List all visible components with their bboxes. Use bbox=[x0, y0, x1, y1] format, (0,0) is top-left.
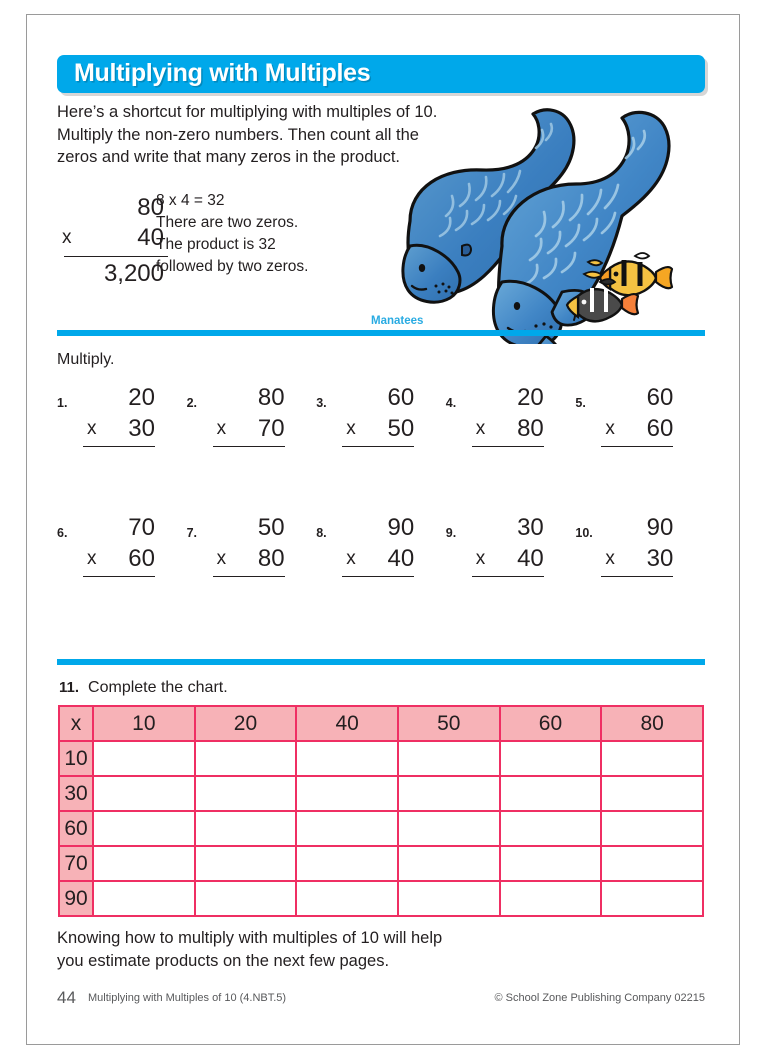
chart-row bbox=[59, 846, 703, 881]
example-product: 3,200 bbox=[103, 260, 164, 287]
chart-answer-cell[interactable] bbox=[500, 741, 602, 776]
chart-answer-cell[interactable] bbox=[93, 776, 195, 811]
problem-body bbox=[213, 512, 291, 577]
problem-answer-rule[interactable] bbox=[601, 446, 673, 447]
problem-number: 3. bbox=[316, 396, 327, 410]
chart-row bbox=[59, 881, 703, 916]
chart-answer-cell[interactable] bbox=[398, 776, 500, 811]
problem-bottom-row bbox=[601, 413, 679, 444]
problem-row-2 bbox=[57, 512, 705, 577]
chart-answer-cell[interactable] bbox=[601, 776, 703, 811]
chart-answer-cell[interactable] bbox=[93, 741, 195, 776]
problem-top-number: 60 bbox=[387, 384, 415, 411]
problem-top-number: 30 bbox=[517, 514, 544, 541]
problem-bottom-row bbox=[342, 543, 420, 574]
problem-bottom-row bbox=[213, 543, 291, 574]
intro-line-1: Here’s a shortcut for multiplying with multiples of 10. bbox=[57, 103, 438, 121]
chart-answer-cell[interactable] bbox=[601, 881, 703, 916]
problem-bottom-number: 30 bbox=[646, 545, 674, 572]
example-note-line-1: 8 x 4 = 32 bbox=[156, 192, 225, 209]
divider-rule-bottom bbox=[57, 659, 705, 665]
problem-number: 9. bbox=[445, 526, 457, 540]
problem-operator: x bbox=[216, 418, 227, 439]
problem-answer-rule[interactable] bbox=[342, 576, 414, 577]
chart-row-header: 70 bbox=[59, 846, 93, 881]
chart-answer-cell[interactable] bbox=[500, 776, 602, 811]
closing-text bbox=[57, 927, 527, 973]
example-rule bbox=[64, 256, 168, 257]
intro-line-3: zeros and write that many zeros in the product. bbox=[57, 148, 401, 166]
problem-answer-rule[interactable] bbox=[601, 576, 673, 577]
problem-operator: x bbox=[605, 418, 615, 439]
problem-5 bbox=[575, 382, 705, 447]
example-bottom-number: 40 bbox=[137, 224, 164, 251]
problem-body bbox=[342, 382, 420, 447]
footer-copyright: © School Zone Publishing Company 02215 bbox=[494, 992, 705, 1004]
chart-row-header: 30 bbox=[59, 776, 93, 811]
closing-line-2: you estimate products on the next few pages. bbox=[57, 952, 390, 970]
example-top-number: 80 bbox=[137, 194, 164, 221]
problem-number: 6. bbox=[57, 526, 68, 540]
problem-top-number: 20 bbox=[517, 384, 544, 411]
problem-6 bbox=[57, 512, 187, 577]
chart-answer-cell[interactable] bbox=[398, 741, 500, 776]
problem-answer-rule[interactable] bbox=[342, 446, 414, 447]
chart-answer-cell[interactable] bbox=[398, 881, 500, 916]
chart-answer-cell[interactable] bbox=[398, 811, 500, 846]
problem-number: 2. bbox=[186, 396, 198, 410]
problem-number: 7. bbox=[186, 526, 198, 540]
chart-answer-cell[interactable] bbox=[601, 741, 703, 776]
problem-operator: x bbox=[475, 418, 486, 439]
problem-operator: x bbox=[605, 548, 615, 569]
chart-row-header: 60 bbox=[59, 811, 93, 846]
problem-answer-rule[interactable] bbox=[83, 576, 155, 577]
chart-answer-cell[interactable] bbox=[500, 881, 602, 916]
problem-bottom-number: 80 bbox=[517, 415, 544, 442]
chart-row bbox=[59, 811, 703, 846]
problem-bottom-row bbox=[472, 543, 550, 574]
problem-8 bbox=[316, 512, 446, 577]
closing-line-1: Knowing how to multiply with multiples of 10 will help bbox=[57, 929, 443, 947]
chart-row-header: 90 bbox=[59, 881, 93, 916]
chart-answer-cell[interactable] bbox=[296, 741, 398, 776]
example-note-line-4: followed by two zeros. bbox=[156, 258, 309, 275]
problem-bottom-number: 40 bbox=[387, 545, 415, 572]
problem-answer-rule[interactable] bbox=[83, 446, 155, 447]
page-number: 44 bbox=[57, 988, 76, 1007]
problem-bottom-number: 70 bbox=[257, 415, 285, 442]
chart-column-header: 50 bbox=[398, 706, 500, 741]
problem-number: 10. bbox=[575, 526, 593, 540]
chart-answer-cell[interactable] bbox=[500, 811, 602, 846]
problem-answer-rule[interactable] bbox=[213, 576, 285, 577]
chart-row-header: 10 bbox=[59, 741, 93, 776]
problem-top-number: 90 bbox=[387, 514, 415, 541]
problem-row-1 bbox=[57, 382, 705, 447]
chart-answer-cell[interactable] bbox=[93, 846, 195, 881]
example-note-line-2: There are two zeros. bbox=[156, 214, 299, 231]
problem-4 bbox=[446, 382, 576, 447]
chart-answer-cell[interactable] bbox=[296, 776, 398, 811]
problem-bottom-number: 60 bbox=[128, 545, 155, 572]
problem-bottom-row bbox=[472, 413, 550, 444]
chart-instruction-text: Complete the chart. bbox=[88, 679, 228, 696]
manatees-illustration bbox=[350, 96, 710, 344]
chart-answer-cell[interactable] bbox=[296, 811, 398, 846]
example-explanation bbox=[156, 190, 366, 278]
chart-column-header: 10 bbox=[93, 706, 195, 741]
problem-10 bbox=[575, 512, 705, 577]
chart-answer-cell[interactable] bbox=[601, 811, 703, 846]
problem-answer-rule[interactable] bbox=[213, 446, 285, 447]
chart-row bbox=[59, 776, 703, 811]
problem-bottom-row bbox=[342, 413, 420, 444]
multiplication-chart bbox=[58, 705, 704, 917]
problem-3 bbox=[316, 382, 446, 447]
problem-2 bbox=[187, 382, 317, 447]
problem-body bbox=[83, 512, 161, 577]
problem-bottom-row bbox=[601, 543, 679, 574]
problem-1 bbox=[57, 382, 187, 447]
problem-top-number: 90 bbox=[646, 514, 674, 541]
footer-lesson-title: Multiplying with Multiples of 10 (4.NBT.5) bbox=[88, 992, 287, 1004]
problem-body bbox=[342, 512, 420, 577]
example-note-line-3: The product is 32 bbox=[156, 236, 276, 253]
problem-operator: x bbox=[87, 548, 97, 569]
example-operator: x bbox=[62, 227, 72, 248]
problem-body bbox=[213, 382, 291, 447]
chart-column-header: 80 bbox=[601, 706, 703, 741]
chart-answer-cell[interactable] bbox=[601, 846, 703, 881]
problem-top-number: 80 bbox=[257, 384, 285, 411]
problem-top-number: 70 bbox=[128, 514, 155, 541]
chart-answer-cell[interactable] bbox=[195, 776, 297, 811]
problem-9 bbox=[446, 512, 576, 577]
problem-operator: x bbox=[346, 548, 356, 569]
problem-top-number: 60 bbox=[646, 384, 674, 411]
problem-bottom-number: 80 bbox=[257, 545, 285, 572]
problem-operator: x bbox=[475, 548, 486, 569]
problem-body bbox=[472, 512, 550, 577]
chart-column-header: 20 bbox=[195, 706, 297, 741]
chart-table bbox=[58, 705, 704, 917]
problem-answer-rule[interactable] bbox=[472, 576, 544, 577]
fish-yellow-icon bbox=[600, 253, 672, 295]
intro-line-2: Multiply the non-zero numbers. Then count all the bbox=[57, 125, 419, 144]
problem-bottom-number: 40 bbox=[517, 545, 544, 572]
chart-answer-cell[interactable] bbox=[195, 881, 297, 916]
problem-bottom-number: 60 bbox=[646, 415, 674, 442]
chart-answer-cell[interactable] bbox=[296, 881, 398, 916]
problem-body bbox=[83, 382, 161, 447]
problem-bottom-number: 50 bbox=[387, 415, 415, 442]
chart-answer-cell[interactable] bbox=[195, 741, 297, 776]
problem-body bbox=[601, 382, 679, 447]
problem-operator: x bbox=[216, 548, 227, 569]
chart-answer-cell[interactable] bbox=[500, 846, 602, 881]
chart-answer-cell[interactable] bbox=[195, 846, 297, 881]
problem-number: 8. bbox=[316, 526, 327, 540]
chart-row bbox=[59, 741, 703, 776]
problem-bottom-row bbox=[83, 543, 161, 574]
problem-body bbox=[472, 382, 550, 447]
problem-bottom-row bbox=[213, 413, 291, 444]
problem-body bbox=[601, 512, 679, 577]
problem-bottom-number: 30 bbox=[128, 415, 155, 442]
chart-instruction bbox=[59, 679, 228, 697]
problem-number: 5. bbox=[575, 396, 586, 410]
chart-question-number: 11. bbox=[59, 679, 80, 696]
chart-body bbox=[59, 741, 703, 916]
chart-column-header: 60 bbox=[500, 706, 602, 741]
chart-corner-cell: x bbox=[59, 706, 93, 741]
illustration-caption: Manatees bbox=[371, 315, 424, 327]
chart-answer-cell[interactable] bbox=[93, 811, 195, 846]
problem-number: 4. bbox=[445, 396, 457, 410]
multiply-instruction: Multiply. bbox=[57, 351, 115, 368]
chart-header-row bbox=[59, 706, 703, 741]
problem-operator: x bbox=[87, 418, 97, 439]
problem-bottom-row bbox=[83, 413, 161, 444]
chart-answer-cell[interactable] bbox=[195, 811, 297, 846]
problem-top-number: 50 bbox=[257, 514, 285, 541]
problem-top-number: 20 bbox=[128, 384, 155, 411]
page-title-banner bbox=[57, 55, 705, 93]
chart-column-header: 40 bbox=[296, 706, 398, 741]
problem-operator: x bbox=[346, 418, 356, 439]
chart-answer-cell[interactable] bbox=[398, 846, 500, 881]
chart-answer-cell[interactable] bbox=[93, 881, 195, 916]
problem-7 bbox=[187, 512, 317, 577]
page-title: Multiplying with Multiples bbox=[74, 58, 371, 87]
divider-rule-top bbox=[57, 330, 705, 336]
chart-answer-cell[interactable] bbox=[296, 846, 398, 881]
problem-number: 1. bbox=[57, 396, 68, 410]
problem-answer-rule[interactable] bbox=[472, 446, 544, 447]
